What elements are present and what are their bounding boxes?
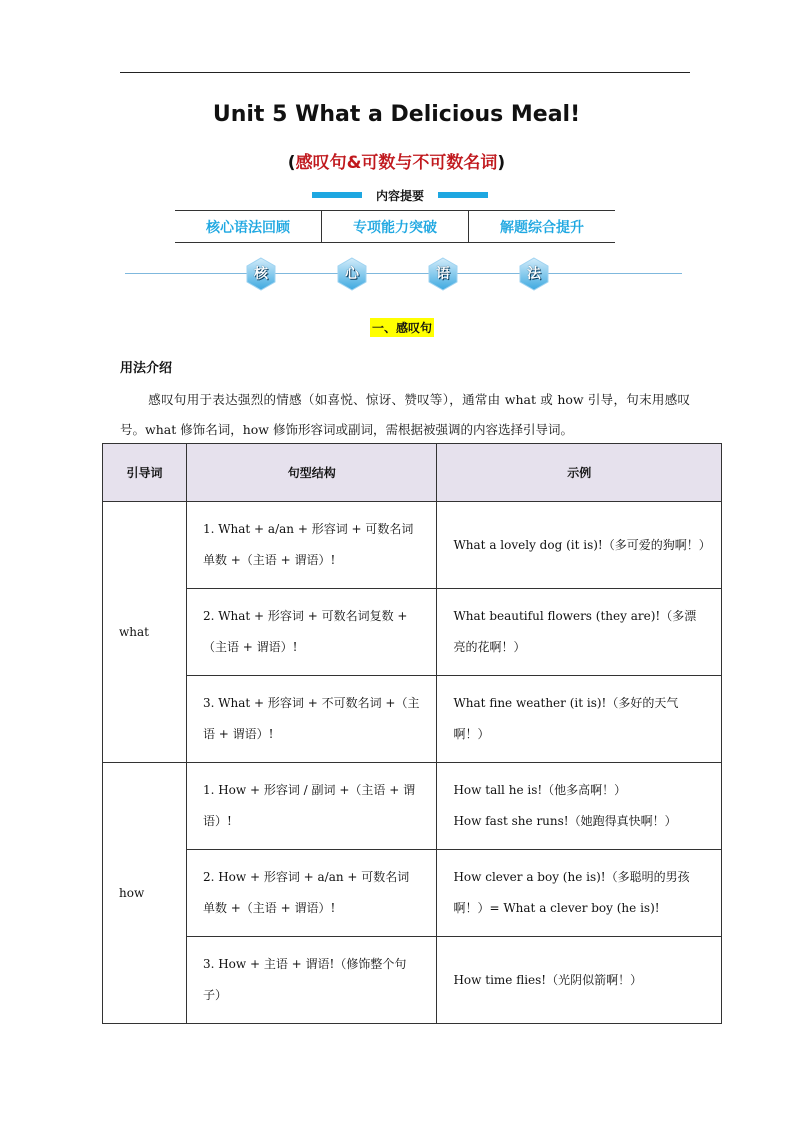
example-cell: What fine weather (it is)!（多好的天气啊！） xyxy=(437,676,722,763)
summary-label: 内容提要 xyxy=(375,189,424,203)
subtitle-open-paren: ( xyxy=(287,153,296,173)
header-example: 示例 xyxy=(437,444,722,502)
content-summary-banner xyxy=(312,187,488,205)
hex-badge-4-label: 法 xyxy=(527,266,541,282)
example-cell: What beautiful flowers (they are)!（多漂亮的花啊！） xyxy=(437,589,722,676)
page-title: Unit 5 What a Delicious Meal! xyxy=(212,102,581,127)
structure-cell: 3. How + 主语 + 谓语!（修饰整个句子） xyxy=(186,937,437,1024)
structure-cell: 2. What + 形容词 + 可数名词复数 +（主语 + 谓语）! xyxy=(186,589,437,676)
page-subtitle xyxy=(0,148,793,173)
table-header-row xyxy=(103,444,722,502)
example-cell: How time flies!（光阴似箭啊！） xyxy=(437,937,722,1024)
example-cell xyxy=(437,763,722,850)
hex-badge-3 xyxy=(427,257,459,291)
tab-skill-breakthrough[interactable]: 专项能力突破 xyxy=(321,211,468,242)
hex-badge-4 xyxy=(518,257,550,291)
structure-cell: 3. What + 形容词 + 不可数名词 +（主语 + 谓语）! xyxy=(186,676,437,763)
section-heading: 一、感叹句 xyxy=(370,318,434,337)
summary-bar-left xyxy=(312,192,362,198)
usage-paragraph xyxy=(120,385,690,445)
header-rule xyxy=(120,72,690,73)
usage-paragraph-text: 感叹句用于表达强烈的情感（如喜悦、惊讶、赞叹等），通常由 what 或 how 引导，句末用感叹号。what 修饰名词，how 修饰形容词或副词，需根据被强调的内容选择引导词。 xyxy=(120,392,690,437)
header-lead-word: 引导词 xyxy=(103,444,187,502)
subtitle-text: 感叹句&可数与不可数名词 xyxy=(295,153,498,173)
table-row xyxy=(103,937,722,1024)
section-nav xyxy=(175,210,615,243)
example-cell: How clever a boy (he is)!（多聪明的男孩啊！）= What a clever boy (he is)! xyxy=(437,850,722,937)
usage-heading: 用法介绍 xyxy=(120,361,173,376)
structure-cell: 1. How + 形容词 / 副词 +（主语 + 谓语）! xyxy=(186,763,437,850)
hex-divider-line xyxy=(125,273,682,274)
hex-badge-2-label: 心 xyxy=(345,266,359,282)
lead-word-what: what xyxy=(103,502,187,763)
hex-badge-1 xyxy=(245,257,277,291)
table-row xyxy=(103,763,722,850)
table-row xyxy=(103,676,722,763)
lead-word-how: how xyxy=(103,763,187,1024)
table-row xyxy=(103,589,722,676)
structure-cell: 1. What + a/an + 形容词 + 可数名词单数 +（主语 + 谓语）! xyxy=(186,502,437,589)
subtitle-close-paren: ) xyxy=(497,153,506,173)
hex-badge-2 xyxy=(336,257,368,291)
grammar-table xyxy=(102,443,722,1024)
tab-comprehensive-practice[interactable]: 解题综合提升 xyxy=(468,211,615,242)
example-line: How fast she runs!（她跑得真快啊！） xyxy=(453,814,677,828)
table-row xyxy=(103,850,722,937)
example-line: How tall he is!（他多高啊！） xyxy=(453,783,627,797)
header-structure: 句型结构 xyxy=(186,444,437,502)
summary-bar-right xyxy=(438,192,488,198)
structure-cell: 2. How + 形容词 + a/an + 可数名词单数 +（主语 + 谓语）! xyxy=(186,850,437,937)
hex-badge-3-label: 语 xyxy=(436,266,450,282)
tab-core-grammar[interactable]: 核心语法回顾 xyxy=(206,219,290,236)
example-cell: What a lovely dog (it is)!（多可爱的狗啊！） xyxy=(437,502,722,589)
table-row xyxy=(103,502,722,589)
hex-badge-1-label: 核 xyxy=(254,266,268,282)
